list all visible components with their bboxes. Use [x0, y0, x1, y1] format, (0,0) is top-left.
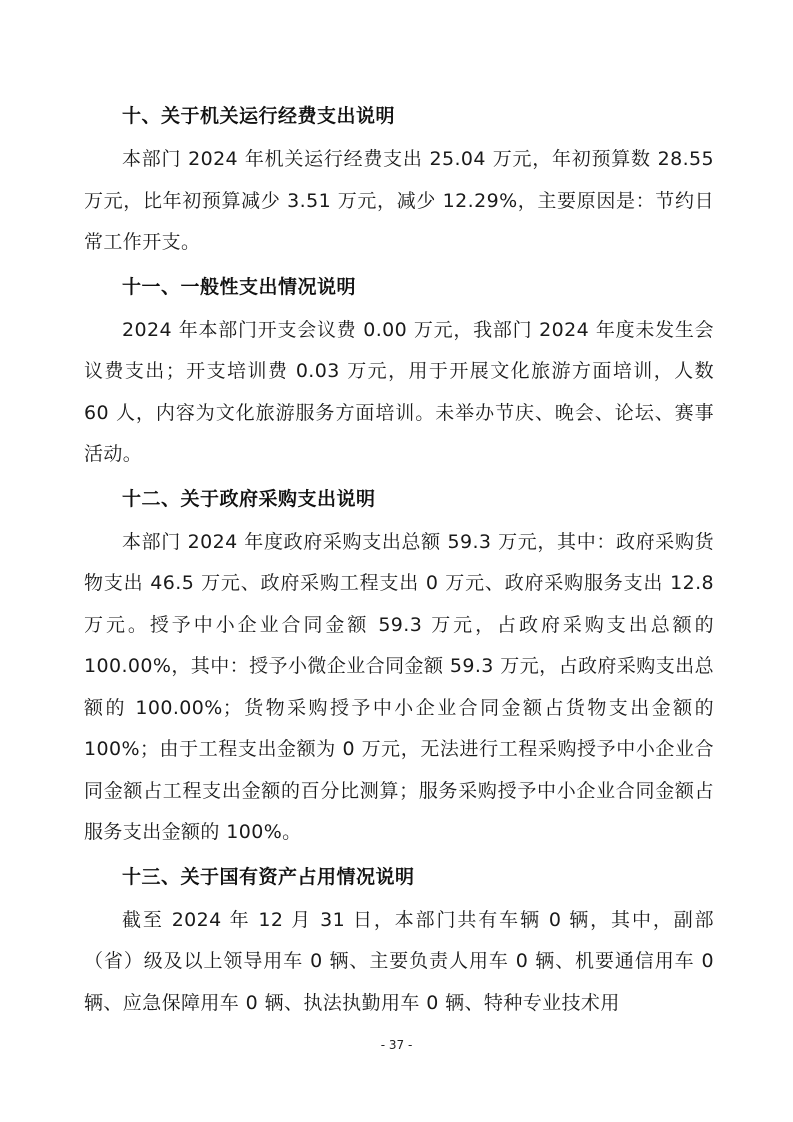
- section-paragraph-12: 本部门 2024 年度政府采购支出总额 59.3 万元，其中：政府采购货物支出 46.5 万元、政府采购工程支出 0 万元、政府采购服务支出 12.8 万元。授予中小企业合同金额 59.3 万元，占政府采购支出总额的 100.00%，其中：授予小微企业合同金额 59.3 万元，占政府采购支出总额的 100.00%；货物采购授予中小企业合同金额占货物支出金额的 100%；由于工程支出金额为 0 万元，无法进行工程采购授予中小企业合同金额占工程支出金额的百分比测算；服务采购授予中小企业合同金额占服务支出金额的 100%。: [84, 530, 714, 843]
- section-heading-12: 十二、关于政府采购支出说明: [122, 487, 376, 510]
- section-heading-10: 十、关于机关运行经费支出说明: [122, 105, 396, 127]
- section-paragraph-10: 本部门 2024 年机关运行经费支出 25.04 万元，年初预算数 28.55 万元，比年初预算减少 3.51 万元，减少 12.29%，主要原因是：节约日常工作开支。: [84, 148, 714, 253]
- page-number: - 37 -: [380, 1038, 413, 1052]
- section-heading-11: 十一、一般性支出情况说明: [122, 275, 357, 298]
- section-paragraph-11: 2024 年本部门开支会议费 0.00 万元，我部门 2024 年度未发生会议费支出；开支培训费 0.03 万元，用于开展文化旅游方面培训，人数 60 人，内容为文化旅游服务方面培训。未举办节庆、晚会、论坛、赛事活动。: [84, 318, 714, 465]
- section-heading-13: 十三、关于国有资产占用情况说明: [122, 865, 415, 888]
- document-body: [84, 96, 714, 1027]
- section-paragraph-13: 截至 2024 年 12 月 31 日，本部门共有车辆 0 辆，其中，副部（省）级及以上领导用车 0 辆、主要负责人用车 0 辆、机要通信用车 0 辆、应急保障用车 0 辆、执法执勤用车 0 辆、特种专业技术用: [84, 908, 714, 1014]
